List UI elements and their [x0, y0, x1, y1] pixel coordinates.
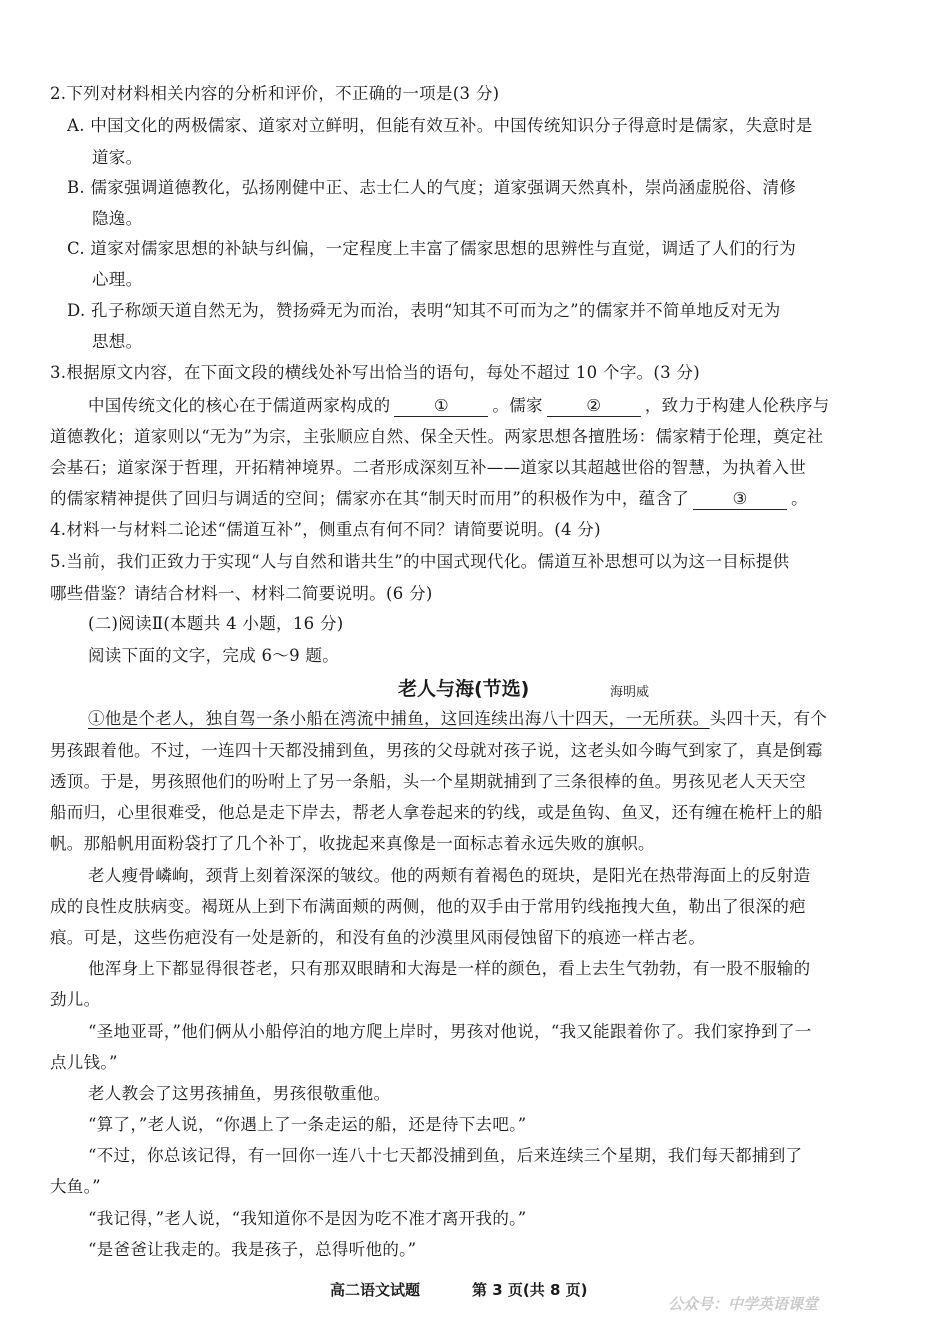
section-instruction: 阅读下面的文字，完成 6～9 题。	[88, 646, 340, 665]
story-author: 海明威	[610, 685, 650, 700]
option-d-line-1: D. 孔子称颂天道自然无为，赞扬舜无为而治，表明“知其不可而为之”的儒家并不简单地反对无为	[67, 301, 781, 320]
story-line-9: 他浑身上下都显得很苍老，只有那双眼睛和大海是一样的颜色，看上去生气勃勃，有一股不服输的	[88, 959, 811, 978]
story-line-10: 劲儿。	[50, 990, 101, 1009]
q3-paragraph-line-1	[88, 395, 830, 417]
answer-blank-2: ②	[547, 396, 641, 417]
q3-paragraph-line-3: 会基石；道家深于哲理，开拓精神境界。二者形成深刻互补——道家以其超越世俗的智慧，为执着入世	[50, 458, 806, 477]
option-d-line-2: 思想。	[92, 332, 143, 351]
story-title: 老人与海(节选)	[398, 678, 530, 700]
story-line-4: 船而归，心里很难受，他总是走下岸去，帮老人拿卷起来的钓线，或是鱼钩、鱼叉，还有缠在桅杆上的船	[50, 803, 823, 822]
answer-blank-1: ①	[394, 396, 488, 417]
option-a-line-2: 道家。	[92, 148, 143, 167]
story-line-16: 大鱼。”	[50, 1177, 101, 1196]
question-5-stem-line-2: 哪些借鉴？请结合材料一、材料二简要说明。(6 分)	[50, 584, 433, 603]
story-line-17: “我记得，”老人说，“我知道你不是因为吃不准才离开我的。”	[88, 1209, 527, 1228]
story-line-1	[88, 708, 827, 730]
q3-text-b: 。儒家	[492, 396, 543, 415]
story-line-13: 老人教会了这男孩捕鱼，男孩很敬重他。	[88, 1084, 391, 1103]
option-c-line-2: 心理。	[92, 270, 143, 289]
option-c-line-1: C. 道家对儒家思想的补缺与纠偏，一定程度上丰富了儒家思想的思辨性与直觉，调适了人们的行为	[67, 239, 797, 258]
question-5-stem-line-1: 5.当前，我们正致力于实现“人与自然和谐共生”的中国式现代化。儒道互补思想可以为这一目标提供	[50, 552, 790, 571]
q3-text-a: 中国传统文化的核心在于儒道两家构成的	[88, 396, 391, 415]
question-2-stem: 2.下列对材料相关内容的分析和评价，不正确的一项是(3 分)	[50, 84, 500, 103]
story-line-11: “圣地亚哥，”他们俩从小船停泊的地方爬上岸时，男孩对他说，“我又能跟着你了。我们家挣到了一	[88, 1022, 812, 1041]
option-a-line-1: A. 中国文化的两极儒家、道家对立鲜明，但能有效互补。中国传统知识分子得意时是儒家，失意时是	[67, 116, 813, 135]
story-line-14: “算了，”老人说，“你遇上了一条走运的船，还是待下去吧。”	[88, 1115, 527, 1134]
q3-paragraph-line-2: 道德教化；道家则以“无为”为宗，主张顺应自然、保全天性。两家思想各擅胜场：儒家精于伦理，奠定社	[50, 427, 824, 446]
story-line-5: 帆。那船帆用面粉袋打了几个补丁，收拢起来真像是一面标志着永远失败的旗帜。	[50, 834, 655, 853]
footer-page-number: 第 3 页(共 8 页)	[472, 1281, 588, 1299]
q3-text-d: 的儒家精神提供了回归与调适的空间；儒家亦在其“制天时而用”的积极作为中，蕴含了	[50, 489, 690, 508]
section-heading: (二)阅读Ⅱ(本题共 4 小题，16 分)	[88, 614, 344, 633]
story-line-12: 点儿钱。”	[50, 1053, 118, 1072]
watermark: 公众号：中学英语课堂	[668, 1295, 819, 1313]
q3-text-c: ，致力于构建人伦秩序与	[644, 396, 830, 415]
option-b-line-1: B. 儒家强调道德教化，弘扬刚健中正、志士仁人的气度；道家强调天然真朴，崇尚涵虚脱俗、清修	[67, 178, 797, 197]
story-line-8: 痕。可是，这些伤疤没有一处是新的，和没有鱼的沙漠里风雨侵蚀留下的痕迹一样古老。	[50, 928, 706, 947]
question-3-stem: 3.根据原文内容，在下面文段的横线处补写出恰当的语句，每处不超过 10 个字。(3 分)	[50, 363, 701, 382]
story-line-1-rest: 头四十天，有个	[709, 709, 828, 728]
underlined-sentence: ①他是个老人，独自驾一条小船在湾流中捕鱼，这回连续出海八十四天，一无所获。	[88, 709, 710, 728]
story-line-18: “是爸爸让我走的。我是孩子，总得听他的。”	[88, 1240, 417, 1259]
question-4-stem: 4.材料一与材料二论述“儒道互补”，侧重点有何不同？请简要说明。(4 分)	[50, 520, 601, 539]
story-line-2: 男孩跟着他。不过，一连四十天都没捕到鱼，男孩的父母就对孩子说，这老头如今晦气到家了，真是倒霉	[50, 741, 823, 760]
q3-paragraph-line-4	[50, 488, 808, 510]
story-line-7: 成的良性皮肤病变。褐斑从上到下布满面颊的两侧，他的双手由于常用钓线拖拽大鱼，勒出了很深的疤	[50, 897, 806, 916]
story-line-15: “不过，你总该记得，有一回你一连八十七天都没捕到鱼，后来连续三个星期，我们每天都捕到了	[88, 1146, 803, 1165]
story-line-3: 透顶。于是，男孩照他们的吩咐上了另一条船，头一个星期就捕到了三条很棒的鱼。男孩见老人天天空	[50, 772, 806, 791]
q3-text-e: 。	[791, 489, 808, 508]
option-b-line-2: 隐逸。	[92, 209, 143, 228]
answer-blank-3: ③	[693, 489, 787, 510]
footer-exam-name: 高二语文试题	[330, 1281, 421, 1299]
story-line-6: 老人瘦骨嶙峋，颈背上刻着深深的皱纹。他的两颊有着褐色的斑块，是阳光在热带海面上的反射造	[88, 866, 811, 885]
